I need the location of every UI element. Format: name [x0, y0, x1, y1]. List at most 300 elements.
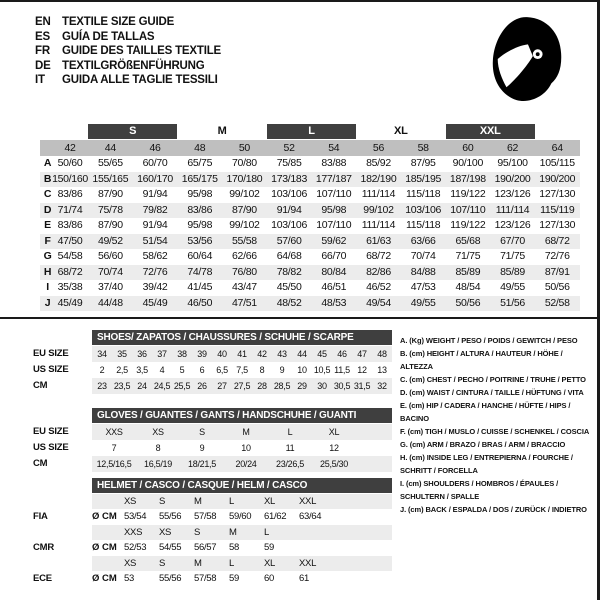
value-cell: M: [242, 426, 250, 437]
row-label: US SIZE: [33, 441, 69, 453]
value-cell: 24: [137, 380, 147, 391]
helmet-table-rows: [33, 494, 395, 587]
size-value-cell: 66/70: [321, 250, 347, 262]
table-row: [33, 556, 395, 572]
value-cell: 12: [329, 442, 339, 453]
size-value-cell: 68/72: [544, 234, 570, 247]
size-value-cell: 45/49: [57, 296, 83, 309]
value-cell: 30: [317, 380, 327, 391]
value-cell: 8: [155, 442, 161, 453]
size-value-cell: 72/76: [142, 265, 168, 278]
size-value-cell: 95/98: [187, 219, 213, 231]
value-cell: 25,5: [173, 380, 191, 391]
row-label: ECE: [33, 573, 52, 584]
size-value-cell: 56/60: [97, 250, 123, 262]
size-value-cell: 48/52: [276, 296, 302, 309]
value-cell: 55/56: [159, 573, 182, 584]
size-column-header: 42: [64, 142, 76, 154]
value-cell: 34: [97, 348, 107, 359]
table-row: [33, 346, 395, 362]
size-value-cell: 95/100: [497, 157, 528, 169]
size-value-cell: 99/102: [363, 203, 394, 216]
value-cell: 30,5: [333, 380, 351, 391]
size-value-cell: 87/91: [544, 265, 570, 278]
row-label: A: [43, 157, 52, 169]
size-value-cell: 99/102: [229, 219, 260, 231]
value-cell: 35: [117, 348, 127, 359]
size-value-cell: 85/89: [455, 265, 481, 278]
value-cell: 18/21,5: [188, 458, 216, 469]
measurement-legend: [400, 334, 597, 516]
size-value-cell: 45/50: [276, 281, 302, 293]
size-value-cell: 45/49: [142, 296, 168, 309]
size-column-header: 48: [194, 142, 206, 154]
size-value-cell: 150/160: [52, 172, 88, 185]
unit-label: Ø CM: [92, 511, 117, 522]
value-cell: 7,5: [236, 364, 248, 375]
size-value-cell: 71/75: [500, 250, 525, 262]
table-row: [40, 187, 580, 203]
value-cell: 37: [157, 348, 167, 359]
value-cell: 59: [264, 542, 274, 553]
gloves-table: [33, 408, 395, 472]
value-cell: 10: [297, 364, 307, 375]
value-cell: XL: [264, 495, 276, 507]
size-value-cell: 115/119: [540, 203, 575, 216]
size-column-header-row: [40, 140, 580, 156]
value-cell: 28,5: [273, 380, 291, 391]
size-value-cell: 78/82: [276, 265, 302, 278]
value-cell: 10: [241, 442, 251, 453]
size-value-cell: 84/88: [410, 265, 436, 278]
size-value-cell: 107/110: [450, 203, 486, 216]
size-value-cell: 190/200: [494, 172, 531, 185]
size-value-cell: 55/58: [232, 234, 257, 247]
table-row: [33, 362, 395, 378]
size-value-cell: 59/62: [321, 234, 347, 247]
value-cell: 8: [259, 364, 265, 375]
value-cell: [297, 525, 332, 541]
row-label: G: [43, 250, 52, 262]
page-title: TEXTILE SIZE GUIDE: [62, 16, 175, 28]
value-cell: L: [229, 557, 234, 569]
value-cell: 3,5: [136, 364, 148, 375]
size-column-header: 52: [283, 142, 295, 154]
size-column-header: 62: [506, 142, 519, 154]
size-value-cell: 85/89: [500, 265, 525, 278]
value-cell: 43: [277, 348, 287, 359]
lang-code: ES: [35, 30, 50, 43]
value-cell: 46: [337, 348, 347, 359]
value-cell: 24,5: [153, 380, 171, 391]
table-row: [33, 540, 395, 556]
value-cell: 38: [177, 348, 187, 359]
size-value-cell: 87/95: [410, 157, 436, 169]
size-value-cell: 119/122: [450, 219, 486, 231]
size-group-header: XL: [394, 125, 408, 137]
value-cell: 12,5/16,5: [96, 458, 132, 469]
title-row-es: [35, 30, 221, 45]
size-value-cell: 187/198: [449, 172, 486, 185]
value-cell: 48: [377, 348, 387, 359]
unit-label: [92, 525, 122, 541]
table-row: [33, 571, 395, 587]
value-cell: M: [194, 495, 202, 507]
gloves-table-rows: [33, 424, 395, 472]
size-value-cell: 111/114: [361, 219, 396, 231]
size-value-cell: 49/54: [366, 296, 391, 309]
size-value-cell: 79/82: [142, 203, 168, 216]
size-column-header: 56: [372, 142, 385, 154]
size-value-cell: 68/72: [366, 250, 391, 262]
page-title: GUÍA DE TALLAS: [62, 30, 155, 43]
size-value-cell: 95/98: [321, 203, 347, 216]
size-value-cell: 39/42: [142, 281, 168, 293]
size-value-cell: 50/56: [544, 281, 570, 293]
row-label: US SIZE: [33, 363, 69, 375]
unit-label: Ø CM: [92, 573, 117, 584]
value-cell: 6: [199, 364, 205, 375]
size-group-header: XXL: [446, 124, 535, 139]
page-title: TEXTILGRÖßENFÜHRUNG: [62, 59, 205, 72]
row-band: [92, 571, 392, 587]
value-cell: XXS: [124, 526, 143, 538]
legend-item: A. (Kg) WEIGHT / PESO / POIDS / GEWITCH / PESO: [400, 336, 578, 345]
value-cell: 58: [229, 542, 239, 553]
size-value-cell: 51/56: [500, 296, 525, 309]
value-cell: 27: [217, 380, 227, 391]
textile-size-table: [40, 124, 580, 311]
size-value-cell: 54/58: [57, 250, 83, 262]
table-row: [33, 525, 395, 541]
size-column-header: 64: [551, 142, 563, 154]
value-cell: 2: [99, 364, 105, 375]
size-value-cell: 71/74: [57, 203, 83, 216]
title-row-fr: [35, 44, 221, 59]
size-value-cell: 87/90: [97, 219, 123, 231]
size-value-cell: 177/187: [315, 172, 352, 185]
size-value-cell: 43/47: [232, 281, 257, 293]
size-value-cell: 173/183: [271, 172, 308, 185]
size-group-header: L: [267, 124, 356, 139]
value-cell: 4: [159, 364, 165, 375]
size-column-header: 46: [149, 142, 161, 154]
size-value-cell: 185/195: [405, 172, 442, 185]
value-cell: 16,5/19: [144, 458, 172, 469]
unit-label: [92, 556, 122, 572]
unit-label: [92, 494, 122, 510]
size-value-cell: 52/58: [544, 296, 570, 309]
row-label: CMR: [33, 542, 55, 553]
value-cell: 11,5: [334, 364, 350, 375]
size-value-cell: 165/175: [181, 172, 218, 185]
size-value-cell: 115/118: [406, 219, 441, 231]
value-cell: 13: [377, 364, 387, 375]
value-cell: 41: [237, 348, 247, 359]
value-cell: 60: [264, 573, 274, 584]
value-cell: XL: [264, 557, 276, 569]
size-value-cell: 107/110: [316, 188, 352, 200]
size-value-cell: 49/52: [97, 234, 123, 247]
row-band: [92, 440, 392, 456]
size-value-cell: 70/74: [97, 265, 123, 278]
row-band: [92, 556, 392, 572]
size-group-header: [535, 124, 580, 139]
value-cell: 23,5: [113, 380, 131, 391]
value-cell: L: [287, 426, 293, 437]
size-value-cell: 83/86: [57, 219, 83, 231]
size-value-cell: 60/64: [187, 250, 213, 262]
row-label: C: [43, 188, 52, 200]
size-value-cell: 63/66: [410, 234, 436, 247]
size-value-cell: 91/94: [142, 219, 168, 231]
row-band: [92, 362, 392, 378]
value-cell: 59/60: [229, 511, 252, 522]
size-value-cell: 67/70: [500, 234, 525, 247]
value-cell: 40: [217, 348, 227, 359]
value-cell: 26: [197, 380, 207, 391]
page-title: GUIDA ALLE TAGLIE TESSILI: [62, 74, 218, 86]
lang-code: FR: [35, 45, 50, 57]
size-value-cell: 41/45: [187, 281, 213, 293]
size-value-cell: 83/88: [321, 157, 347, 169]
value-cell: XS: [159, 526, 172, 538]
value-cell: 23/26,5: [276, 458, 304, 469]
table-row: [40, 234, 580, 250]
size-value-cell: 72/76: [544, 250, 570, 262]
size-value-cell: 111/114: [361, 188, 396, 200]
size-value-cell: 87/90: [97, 188, 123, 200]
legend-item: H. (cm) INSIDE LEG / ENTREPIERNA / FOURCHE / SCHRITT / FORCELLA: [400, 453, 573, 475]
size-value-cell: 127/130: [539, 188, 576, 200]
table-row: [40, 218, 580, 234]
value-cell: 47: [357, 348, 367, 359]
row-band: [92, 509, 392, 525]
section-divider: [0, 317, 600, 319]
size-value-cell: 35/38: [57, 281, 83, 293]
row-label: EU SIZE: [33, 347, 69, 359]
top-border: [0, 0, 600, 2]
size-group-header: S: [88, 124, 177, 139]
value-cell: XL: [328, 426, 340, 437]
size-value-cell: 50/56: [455, 296, 481, 309]
value-cell: 36: [137, 348, 147, 359]
size-value-cell: 49/55: [500, 281, 525, 293]
size-value-cell: 170/180: [226, 172, 263, 185]
size-value-cell: 65/75: [187, 157, 213, 169]
size-value-cell: 85/92: [366, 157, 391, 169]
value-cell: 27,5: [233, 380, 251, 391]
value-cell: S: [194, 526, 201, 538]
value-cell: XXL: [299, 557, 317, 569]
size-value-cell: 46/51: [321, 281, 347, 293]
row-label: [33, 494, 92, 510]
row-band: [92, 424, 392, 440]
size-value-cell: 90/100: [452, 157, 483, 169]
table-row: [33, 456, 395, 472]
value-cell: 53: [124, 573, 134, 584]
size-value-cell: 71/75: [455, 250, 481, 262]
title-row-en: [35, 15, 221, 30]
value-cell: 45: [317, 348, 327, 359]
value-cell: 9: [279, 364, 285, 375]
value-cell: 23: [97, 380, 107, 391]
size-value-cell: 65/68: [455, 234, 481, 247]
value-cell: XXL: [299, 495, 317, 507]
value-cell: S: [159, 495, 166, 507]
value-cell: XS: [124, 495, 137, 507]
size-value-cell: 182/190: [360, 172, 397, 185]
title-block: [35, 15, 221, 88]
spacer: [40, 140, 52, 156]
table-row: [40, 296, 580, 312]
table-row: [33, 494, 395, 510]
size-value-cell: 47/50: [57, 234, 83, 247]
value-cell: 63/64: [299, 511, 322, 522]
size-value-cell: 48/54: [455, 281, 481, 293]
lang-code: EN: [35, 16, 51, 28]
size-value-cell: 61/63: [366, 234, 391, 247]
size-value-cell: 48/53: [321, 296, 347, 309]
size-value-cell: 55/65: [97, 157, 123, 169]
value-cell: L: [264, 526, 269, 538]
value-cell: 57/58: [194, 573, 217, 584]
value-cell: 32: [377, 380, 387, 391]
legend-item: G. (cm) ARM / BRAZO / BRAS / ARM / BRACCIO: [400, 440, 566, 449]
value-cell: 31,5: [353, 380, 371, 391]
row-band: [92, 456, 392, 472]
row-label: [33, 525, 92, 541]
row-label: CM: [33, 457, 48, 469]
size-value-cell: 103/106: [271, 188, 308, 200]
title-row-it: [35, 73, 221, 88]
size-value-cell: 190/200: [539, 172, 576, 185]
unit-label: Ø CM: [92, 542, 117, 553]
size-value-cell: 75/85: [276, 157, 302, 169]
title-row-de: [35, 59, 221, 74]
size-value-cell: 51/54: [142, 234, 168, 247]
legend-item: J. (cm) BACK / ESPALDA / DOS / ZURÜCK / INDIETRO: [400, 505, 587, 514]
helmet-table: [33, 478, 395, 587]
legend-item: E. (cm) HIP / CADERA / HANCHE / HÜFTE / HIPS / BACINO: [400, 401, 571, 423]
value-cell: 12: [357, 364, 367, 375]
size-value-cell: 80/84: [321, 265, 347, 278]
size-column-header: 50: [238, 142, 250, 154]
row-label: FIA: [33, 511, 48, 522]
value-cell: 52/53: [124, 542, 147, 553]
value-cell: 61: [299, 573, 309, 584]
size-value-cell: 99/102: [229, 188, 260, 200]
size-value-cell: 37/40: [97, 281, 123, 293]
shoes-table-title: SHOES/ ZAPATOS / CHAUSSURES / SCHUHE / SCARPE: [92, 330, 392, 345]
size-value-cell: 127/130: [539, 219, 576, 231]
table-row: [33, 509, 395, 525]
value-cell: 7: [111, 442, 117, 453]
helmet-icon: [487, 14, 565, 111]
value-cell: 29: [297, 380, 307, 391]
size-value-cell: 50/60: [57, 157, 83, 169]
size-value-cell: 60/70: [142, 157, 168, 169]
size-value-cell: 115/118: [406, 188, 441, 200]
size-value-cell: 160/170: [137, 172, 173, 185]
size-value-cell: 75/78: [97, 203, 123, 216]
legend-item: D. (cm) WAIST / CINTURA / TAILLE / HÜFTUNG / VITA: [400, 388, 584, 397]
value-cell: XXS: [105, 426, 123, 437]
row-band: [92, 346, 392, 362]
size-value-cell: 82/86: [366, 265, 391, 278]
size-value-cell: 49/55: [410, 296, 436, 309]
row-band: [92, 540, 392, 556]
value-cell: 53/54: [124, 511, 147, 522]
row-label: J: [44, 296, 51, 309]
legend-item: F. (cm) TIGH / MUSLO / CUISSE / SCHENKEL / COSCIA: [400, 427, 590, 436]
value-cell: L: [229, 495, 234, 507]
size-value-cell: 68/72: [57, 265, 83, 278]
gloves-table-title: GLOVES / GUANTES / GANTS / HANDSCHUHE / GUANTI: [92, 408, 392, 423]
table-row: [40, 172, 580, 188]
size-group-header: [40, 124, 88, 139]
size-value-cell: 83/86: [187, 203, 213, 216]
value-cell: 20/24: [235, 458, 257, 469]
value-cell: 54/55: [159, 542, 182, 553]
size-column-header: 54: [328, 142, 340, 154]
value-cell: 42: [257, 348, 267, 359]
size-value-cell: 123/126: [494, 219, 531, 231]
row-label: F: [44, 234, 51, 247]
size-value-cell: 111/114: [495, 203, 530, 216]
value-cell: 39: [197, 348, 207, 359]
value-cell: 44: [297, 348, 307, 359]
value-cell: 5: [179, 364, 185, 375]
page-title: GUIDE DES TAILLES TEXTILE: [62, 45, 221, 57]
value-cell: 2,5: [116, 364, 128, 375]
value-cell: 6,5: [216, 364, 228, 375]
size-value-cell: 107/110: [316, 219, 352, 231]
row-label: H: [43, 265, 52, 278]
value-cell: 28: [257, 380, 267, 391]
size-value-cell: 74/78: [187, 265, 213, 278]
size-value-cell: 91/94: [276, 203, 302, 216]
row-label: E: [44, 219, 51, 231]
size-value-cell: 53/56: [187, 234, 213, 247]
size-value-cell: 62/66: [232, 250, 257, 262]
size-value-cell: 87/90: [232, 203, 257, 216]
lang-code: IT: [35, 74, 45, 86]
shoes-table: [33, 330, 395, 394]
size-value-cell: 57/60: [276, 234, 302, 247]
lang-code: DE: [35, 59, 51, 72]
value-cell: 25,5/30: [320, 458, 348, 469]
legend-item: I. (cm) SHOULDERS / HOMBROS / ÉPAULES / SCHULTERN / SPALLE: [400, 479, 559, 501]
table-row: [33, 378, 395, 394]
size-group-header: M: [217, 125, 227, 137]
size-value-cell: 155/165: [92, 172, 129, 185]
value-cell: 10,5: [313, 364, 331, 375]
value-cell: [297, 540, 332, 556]
size-value-cell: 47/51: [232, 296, 257, 309]
row-band: [92, 494, 392, 510]
value-cell: M: [194, 557, 202, 569]
legend-item: B. (cm) HEIGHT / ALTURA / HAUTEUR / HÖHE / ALTEZZA: [400, 349, 563, 371]
value-cell: XS: [124, 557, 137, 569]
size-column-header: 58: [417, 142, 429, 154]
size-column-header: 44: [104, 142, 116, 154]
row-label: D: [43, 203, 52, 216]
value-cell: 61/62: [264, 511, 287, 522]
size-value-cell: 105/115: [539, 157, 575, 169]
value-cell: 11: [285, 442, 295, 453]
size-value-cell: 123/126: [494, 188, 531, 200]
